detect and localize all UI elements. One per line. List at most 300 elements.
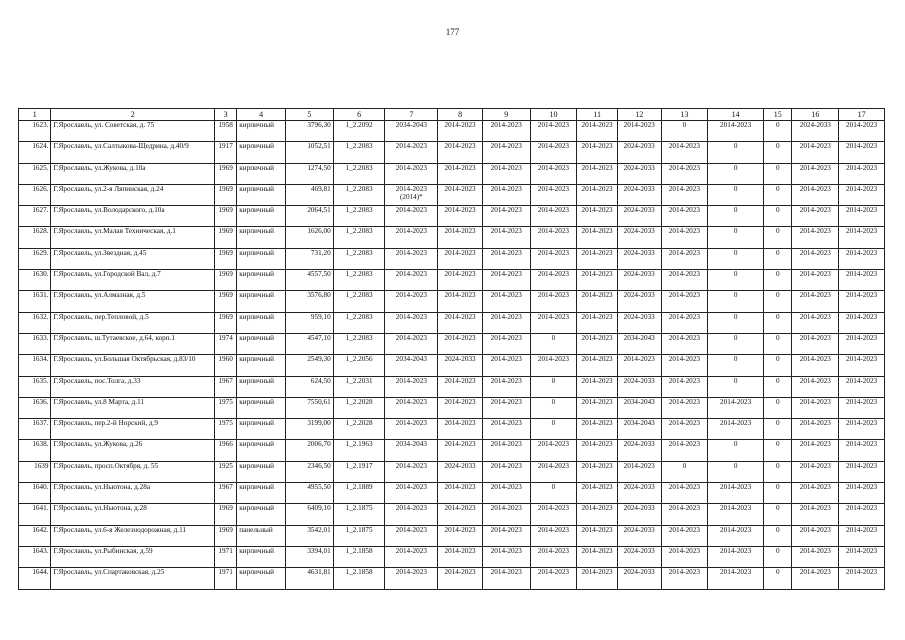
table-cell-col-7: 2014-2023 [385,397,438,418]
table-cell-col-8: 2014-2023 [438,397,483,418]
table-cell-col-7: 2014-2023 [385,568,438,589]
table-cell-col-2: Г.Ярославль, ул.Большая Октябрьская, д.83/10 [51,355,214,376]
table-row [19,419,885,440]
table-cell-col-5: 624,50 [285,376,333,397]
table-cell-col-16: 2014-2023 [792,142,839,163]
table-cell-col-8: 2014-2023 [438,291,483,312]
table-cell-col-17: 2014-2023 [839,568,885,589]
table-cell-col-17: 2014-2023 [839,461,885,482]
table-cell-col-2: Г.Ярославль, ул.8 Марта, д.11 [51,397,214,418]
table-cell-col-1: 1644. [19,568,51,589]
table-cell-col-10: 2014-2023 [530,206,577,227]
table-row [19,440,885,461]
table-row [19,312,885,333]
table-cell-col-7: 2014-2023 [385,525,438,546]
table-cell-col-3: 1969 [214,248,236,269]
table-cell-col-17: 2014-2023 [839,419,885,440]
table-cell-col-3: 1969 [214,227,236,248]
table-cell-col-10: 2014-2023 [530,546,577,567]
table-cell-col-13: 2014-2023 [661,546,708,567]
table-cell-col-12: 2024-2033 [617,142,661,163]
table-cell-col-7: 2014-2023 [385,461,438,482]
column-header-10: 10 [530,109,577,121]
table-cell-col-9: 2014-2023 [482,461,530,482]
table-cell-col-11: 2014-2023 [577,568,618,589]
table-cell-col-8: 2014-2023 [438,184,483,205]
table-cell-col-2: Г.Ярославль, ул.6-я Железнодорожная, д.11 [51,525,214,546]
table-cell-col-5: 4547,10 [285,333,333,354]
table-cell-col-13: 2014-2023 [661,184,708,205]
table-cell-col-14: 2014-2023 [708,483,764,504]
table-cell-col-16: 2014-2023 [792,270,839,291]
table-row [19,248,885,269]
table-cell-col-17: 2014-2023 [839,163,885,184]
table-cell-col-6: 1_2.2083 [333,248,385,269]
table-cell-col-11: 2014-2023 [577,184,618,205]
table-cell-col-7: 2014-2023 [385,546,438,567]
table-cell-col-6: 1_2.2031 [333,376,385,397]
table-cell-col-7: 2014-2023 [385,483,438,504]
table-cell-col-3: 1969 [214,525,236,546]
table-cell-col-12: 2024-2033 [617,440,661,461]
table-cell-col-8: 2014-2023 [438,227,483,248]
table-cell-col-13: 0 [661,461,708,482]
table-cell-col-16: 2014-2023 [792,461,839,482]
table-cell-col-3: 1960 [214,355,236,376]
table-cell-col-4: кирпичный [237,270,286,291]
table-cell-col-16: 2014-2023 [792,397,839,418]
table-cell-col-12: 2024-2033 [617,546,661,567]
table-cell-col-10: 2014-2023 [530,227,577,248]
table-cell-col-6: 1_2.2028 [333,419,385,440]
table-cell-col-9: 2014-2023 [482,142,530,163]
table-cell-col-15: 0 [764,270,792,291]
table-cell-col-6: 1_2.1875 [333,504,385,525]
table-cell-col-14: 0 [708,312,764,333]
table-cell-col-14: 0 [708,355,764,376]
table-cell-col-5: 3576,80 [285,291,333,312]
table-body [19,121,885,590]
page-number: 177 [445,27,460,37]
table-cell-col-2: Г.Ярославль, ул.Рыбинская, д.59 [51,546,214,567]
table-cell-col-11: 2014-2023 [577,121,618,142]
table-cell-col-12: 2024-2033 [617,568,661,589]
table-cell-col-15: 0 [764,291,792,312]
table-cell-col-6: 1_2.2083 [333,163,385,184]
column-header-7: 7 [385,109,438,121]
table-cell-col-9: 2014-2023 [482,376,530,397]
table-cell-col-6: 1_2.2083 [333,184,385,205]
table-cell-col-12: 2024-2033 [617,312,661,333]
table-cell-col-17: 2014-2023 [839,312,885,333]
table-row [19,227,885,248]
table-cell-col-17: 2014-2023 [839,248,885,269]
table-cell-col-9: 2014-2023 [482,355,530,376]
table-cell-col-4: кирпичный [237,546,286,567]
table-cell-col-6: 1_2.2083 [333,270,385,291]
table-cell-col-13: 2014-2023 [661,163,708,184]
table-cell-col-3: 1971 [214,568,236,589]
column-header-4: 4 [237,109,286,121]
table-cell-col-15: 0 [764,206,792,227]
table-cell-col-11: 2014-2023 [577,397,618,418]
table-cell-col-1: 1641. [19,504,51,525]
table-cell-col-16: 2014-2023 [792,206,839,227]
table-cell-col-12: 2024-2033 [617,163,661,184]
table-cell-col-5: 4631,81 [285,568,333,589]
table-cell-col-6: 1_2.2083 [333,312,385,333]
table-cell-col-5: 3394,01 [285,546,333,567]
table-cell-col-16: 2014-2023 [792,376,839,397]
table-cell-col-6: 1_2.2083 [333,227,385,248]
table-cell-col-16: 2014-2023 [792,525,839,546]
table-cell-col-15: 0 [764,184,792,205]
table-cell-col-15: 0 [764,163,792,184]
table-cell-col-15: 0 [764,419,792,440]
table-cell-col-8: 2014-2023 [438,206,483,227]
table-cell-col-9: 2014-2023 [482,270,530,291]
column-header-2: 2 [51,109,214,121]
table-row [19,184,885,205]
table-cell-col-4: кирпичный [237,568,286,589]
table-cell-col-7: 2014-2023 [385,227,438,248]
table-cell-col-12: 2024-2033 [617,376,661,397]
table-cell-col-6: 1_2.2083 [333,333,385,354]
table-cell-col-13: 2014-2023 [661,376,708,397]
table-cell-col-5: 2346,50 [285,461,333,482]
table-cell-col-4: кирпичный [237,504,286,525]
table-cell-col-11: 2014-2023 [577,419,618,440]
column-header-6: 6 [333,109,385,121]
table-cell-col-15: 0 [764,333,792,354]
table-cell-col-6: 1_2.2056 [333,355,385,376]
column-header-14: 14 [708,109,764,121]
table-cell-col-15: 0 [764,312,792,333]
table-cell-col-15: 0 [764,461,792,482]
table-cell-col-13: 2014-2023 [661,333,708,354]
table-cell-col-4: кирпичный [237,440,286,461]
table-cell-col-4: кирпичный [237,121,286,142]
table-cell-col-10: 2014-2023 [530,504,577,525]
table-cell-col-9: 2014-2023 [482,397,530,418]
table-cell-col-9: 2014-2023 [482,504,530,525]
table-cell-col-6: 1_2.1858 [333,568,385,589]
table-cell-col-1: 1628. [19,227,51,248]
table-cell-col-3: 1969 [214,206,236,227]
table-cell-col-17: 2014-2023 [839,121,885,142]
table-cell-col-17: 2014-2023 [839,525,885,546]
table-cell-col-3: 1967 [214,376,236,397]
table-cell-col-6: 1_2.2083 [333,291,385,312]
table-cell-col-17: 2014-2023 [839,333,885,354]
table-cell-col-1: 1623. [19,121,51,142]
table-cell-col-10: 0 [530,376,577,397]
table-cell-col-6: 1_2.2092 [333,121,385,142]
table-cell-col-16: 2014-2023 [792,440,839,461]
table-cell-col-7: 2014-2023 [385,312,438,333]
table-cell-col-11: 2014-2023 [577,248,618,269]
table-cell-col-1: 1639 [19,461,51,482]
table-cell-col-9: 2014-2023 [482,312,530,333]
table-cell-col-12: 2034-2043 [617,419,661,440]
table-cell-col-4: панельный [237,525,286,546]
table-cell-col-10: 2014-2023 [530,142,577,163]
table-cell-col-14: 2014-2023 [708,525,764,546]
table-cell-col-9: 2014-2023 [482,568,530,589]
table-cell-col-2: Г.Ярославль, ул.Спартаковская, д.25 [51,568,214,589]
table-cell-col-11: 2014-2023 [577,142,618,163]
table-cell-col-12: 2024-2033 [617,227,661,248]
table-cell-col-2: Г.Ярославль, ул.Володарского, д.10а [51,206,214,227]
table-cell-col-17: 2014-2023 [839,546,885,567]
table-cell-col-8: 2014-2023 [438,440,483,461]
table-cell-col-7: 2014-2023 [385,376,438,397]
table-cell-col-11: 2014-2023 [577,312,618,333]
table-cell-col-14: 0 [708,291,764,312]
table-cell-col-4: кирпичный [237,376,286,397]
table-cell-col-14: 0 [708,206,764,227]
table-cell-col-5: 2006,70 [285,440,333,461]
table-cell-col-7: 2014-2023 [385,142,438,163]
table-cell-col-3: 1917 [214,142,236,163]
table-cell-col-9: 2014-2023 [482,227,530,248]
table-cell-col-8: 2014-2023 [438,376,483,397]
column-number-header-row [19,109,885,121]
table-cell-col-8: 2014-2023 [438,546,483,567]
table-cell-col-7: 2014-2023 [385,333,438,354]
table-cell-col-14: 0 [708,333,764,354]
table-cell-col-10: 0 [530,419,577,440]
table-cell-col-1: 1642. [19,525,51,546]
table-cell-col-17: 2014-2023 [839,355,885,376]
table-cell-col-1: 1630. [19,270,51,291]
table-cell-col-3: 1971 [214,546,236,567]
table-cell-col-8: 2014-2023 [438,142,483,163]
table-row [19,163,885,184]
table-cell-col-13: 2014-2023 [661,483,708,504]
table-cell-col-12: 2024-2033 [617,184,661,205]
table-cell-col-1: 1638. [19,440,51,461]
table-cell-col-17: 2014-2023 [839,376,885,397]
table-cell-col-8: 2014-2023 [438,163,483,184]
table-cell-col-16: 2014-2023 [792,291,839,312]
table-cell-col-3: 1967 [214,483,236,504]
table-cell-col-14: 0 [708,184,764,205]
table-cell-col-13: 2014-2023 [661,568,708,589]
table-cell-col-14: 2014-2023 [708,568,764,589]
table-cell-col-1: 1625. [19,163,51,184]
table-row [19,270,885,291]
table-cell-col-12: 2014-2023 [617,121,661,142]
table-cell-col-2: Г.Ярославль, ул.2-я Ляпинская, д.24 [51,184,214,205]
table-cell-col-15: 0 [764,227,792,248]
table-cell-col-2: Г.Ярославль, ул. Советская, д. 75 [51,121,214,142]
table-cell-col-4: кирпичный [237,206,286,227]
table-cell-col-1: 1635. [19,376,51,397]
table-cell-col-10: 2014-2023 [530,248,577,269]
table-cell-col-6: 1_2.1889 [333,483,385,504]
column-header-13: 13 [661,109,708,121]
table-cell-col-15: 0 [764,376,792,397]
column-header-9: 9 [482,109,530,121]
table-cell-col-2: Г.Ярославль, ш.Тутаевское, д.64, корп.1 [51,333,214,354]
table-cell-col-13: 2014-2023 [661,504,708,525]
table-cell-col-3: 1925 [214,461,236,482]
table-cell-col-10: 2014-2023 [530,568,577,589]
table-cell-col-11: 2014-2023 [577,504,618,525]
table-cell-col-16: 2014-2023 [792,504,839,525]
column-header-16: 16 [792,109,839,121]
table-cell-col-6: 1_2.1963 [333,440,385,461]
table-cell-col-6: 1_2.1858 [333,546,385,567]
table-cell-col-10: 0 [530,483,577,504]
table-cell-col-10: 0 [530,333,577,354]
table-row [19,142,885,163]
table-cell-col-11: 2014-2023 [577,291,618,312]
table-cell-col-14: 0 [708,440,764,461]
table-cell-col-13: 2014-2023 [661,291,708,312]
table-cell-col-9: 2014-2023 [482,121,530,142]
table-cell-col-2: Г.Ярославль, ул.Малая Техническая, д.1 [51,227,214,248]
table-cell-col-2: Г.Ярославль, ул.Ньютона, д.28а [51,483,214,504]
table-cell-col-6: 1_2.1917 [333,461,385,482]
table-cell-col-11: 2014-2023 [577,206,618,227]
table-cell-col-11: 2014-2023 [577,270,618,291]
table-cell-col-3: 1969 [214,270,236,291]
table-cell-col-10: 2014-2023 [530,355,577,376]
table-cell-col-1: 1637. [19,419,51,440]
table-cell-col-10: 2014-2023 [530,121,577,142]
table-cell-col-11: 2014-2023 [577,376,618,397]
table-cell-col-8: 2014-2023 [438,121,483,142]
table-cell-col-5: 2064,51 [285,206,333,227]
table-cell-col-14: 0 [708,163,764,184]
table-row [19,291,885,312]
table-cell-col-11: 2014-2023 [577,355,618,376]
table-cell-col-12: 2024-2033 [617,291,661,312]
table-cell-col-9: 2014-2023 [482,163,530,184]
table-cell-col-9: 2014-2023 [482,483,530,504]
table-cell-col-4: кирпичный [237,355,286,376]
column-header-1: 1 [19,109,51,121]
table-cell-col-16: 2014-2023 [792,546,839,567]
table-cell-col-1: 1627. [19,206,51,227]
table-cell-col-5: 1626,00 [285,227,333,248]
table-cell-col-14: 2014-2023 [708,546,764,567]
table-row [19,461,885,482]
table-row [19,504,885,525]
table-row [19,546,885,567]
table-cell-col-3: 1969 [214,312,236,333]
table-cell-col-1: 1632. [19,312,51,333]
table-cell-col-9: 2014-2023 [482,291,530,312]
table-cell-col-10: 2014-2023 [530,461,577,482]
table-cell-col-13: 2014-2023 [661,419,708,440]
table-cell-col-11: 2014-2023 [577,163,618,184]
table-cell-col-10: 2014-2023 [530,184,577,205]
table-cell-col-9: 2014-2023 [482,206,530,227]
table-cell-col-2: Г.Ярославль, просп.Октября, д. 55 [51,461,214,482]
table-cell-col-2: Г.Ярославль, ул.Городской Вал, д.7 [51,270,214,291]
table-cell-col-5: 1274,50 [285,163,333,184]
table-cell-col-7: 2034-2043 [385,440,438,461]
table-cell-col-15: 0 [764,142,792,163]
table-cell-col-4: кирпичный [237,184,286,205]
table-cell-col-3: 1975 [214,419,236,440]
table-cell-col-12: 2024-2033 [617,525,661,546]
table-cell-col-16: 2014-2023 [792,568,839,589]
table-cell-col-16: 2014-2023 [792,333,839,354]
table-cell-col-14: 2014-2023 [708,504,764,525]
table-cell-col-13: 2014-2023 [661,355,708,376]
table-cell-col-3: 1966 [214,440,236,461]
table-cell-col-8: 2014-2023 [438,525,483,546]
table-cell-col-2: Г.Ярославль, ул.Салтыкова-Щедрина, д.40/9 [51,142,214,163]
table-cell-col-5: 6409,10 [285,504,333,525]
table-cell-col-3: 1958 [214,121,236,142]
table-cell-col-12: 2034-2043 [617,397,661,418]
table-cell-col-1: 1633. [19,333,51,354]
table-cell-col-13: 2014-2023 [661,440,708,461]
table-cell-col-17: 2014-2023 [839,184,885,205]
table-cell-col-4: кирпичный [237,333,286,354]
table-cell-col-16: 2014-2023 [792,419,839,440]
table-cell-col-5: 2549,30 [285,355,333,376]
table-cell-col-12: 2024-2033 [617,483,661,504]
table-cell-col-10: 2014-2023 [530,163,577,184]
table-cell-col-10: 2014-2023 [530,270,577,291]
column-header-17: 17 [839,109,885,121]
table-cell-col-3: 1969 [214,184,236,205]
table-cell-col-1: 1636. [19,397,51,418]
table-cell-col-15: 0 [764,397,792,418]
table-cell-col-10: 2014-2023 [530,525,577,546]
table-cell-col-14: 2014-2023 [708,419,764,440]
table-cell-col-15: 0 [764,355,792,376]
table-cell-col-7: 2014-2023 [385,504,438,525]
table-cell-col-2: Г.Ярославль, ул.Жукова, д.10а [51,163,214,184]
table-cell-col-4: кирпичный [237,163,286,184]
table-cell-col-17: 2014-2023 [839,270,885,291]
table-cell-col-15: 0 [764,440,792,461]
table-row [19,355,885,376]
table-cell-col-8: 2024-2033 [438,355,483,376]
table-cell-col-2: Г.Ярославль, ул.Алмазная, д.5 [51,291,214,312]
table-cell-col-4: кирпичный [237,291,286,312]
table-cell-col-4: кирпичный [237,397,286,418]
table-row [19,376,885,397]
table-cell-col-9: 2014-2023 [482,184,530,205]
table-cell-col-13: 2014-2023 [661,397,708,418]
table-cell-col-5: 3796,30 [285,121,333,142]
table-cell-col-7: 2014-2023 [385,206,438,227]
table-cell-col-15: 0 [764,504,792,525]
table-cell-col-12: 2034-2043 [617,333,661,354]
table-cell-col-14: 0 [708,227,764,248]
table-cell-col-9: 2014-2023 [482,546,530,567]
table-cell-col-16: 2014-2023 [792,227,839,248]
table-cell-col-12: 2024-2033 [617,248,661,269]
column-header-11: 11 [577,109,618,121]
table-cell-col-9: 2014-2023 [482,419,530,440]
table-cell-col-4: кирпичный [237,142,286,163]
table-cell-col-12: 2014-2023 [617,461,661,482]
table-cell-col-8: 2014-2023 [438,248,483,269]
table-cell-col-16: 2024-2033 [792,121,839,142]
table-cell-col-13: 0 [661,121,708,142]
table-cell-col-17: 2014-2023 [839,397,885,418]
table-cell-col-8: 2014-2023 [438,270,483,291]
